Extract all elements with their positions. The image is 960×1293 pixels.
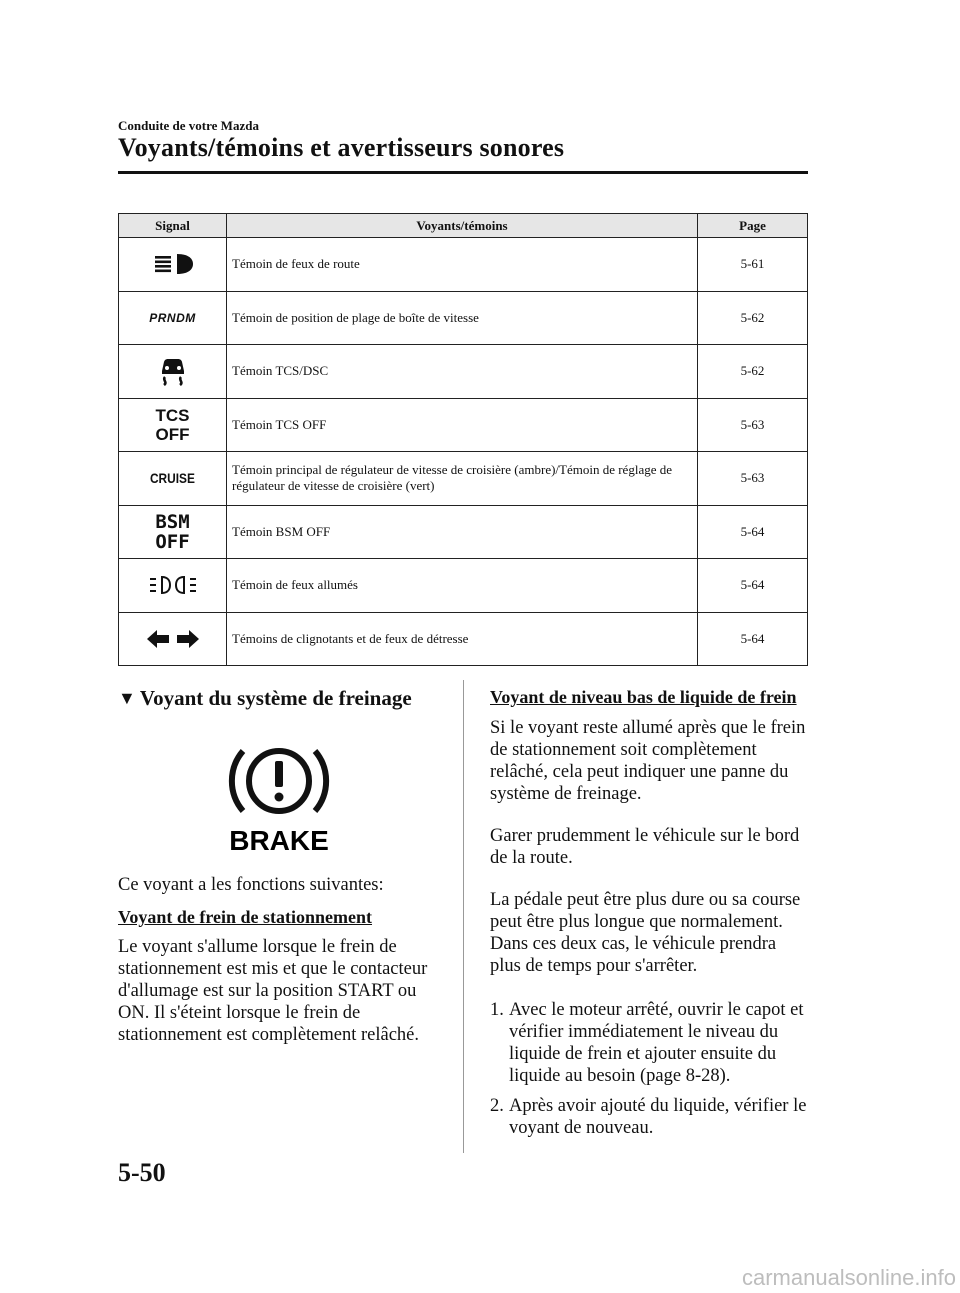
signal-cell xyxy=(119,559,227,613)
signal-cell xyxy=(119,238,227,292)
page-cell: 5-64 xyxy=(698,559,808,613)
page-title: Voyants/témoins et avertisseurs sonores xyxy=(118,133,565,162)
page-cell: 5-64 xyxy=(698,612,808,666)
page-cell: 5-63 xyxy=(698,398,808,452)
description-cell: Témoin de feux de route xyxy=(227,238,698,292)
bsm-off-icon: BSM OFF xyxy=(155,510,190,553)
list-item-number: 1. xyxy=(490,1000,504,1020)
signal-cell xyxy=(119,452,227,506)
signals-table xyxy=(118,213,808,666)
high-beam-icon xyxy=(151,251,195,277)
table-row xyxy=(119,291,808,345)
right-column xyxy=(490,686,810,1139)
description-cell: Témoin TCS OFF xyxy=(227,398,698,452)
cruise-icon: CRUISE xyxy=(150,469,195,486)
brake-fluid-paragraph-1: Si le voyant reste allumé après que le frein de stationnement soit complètement relâché, cela peut indiquer une panne du système de freinage. xyxy=(490,718,806,804)
lights-on-icon xyxy=(148,573,198,597)
column-divider xyxy=(463,680,464,1153)
signal-cell xyxy=(119,345,227,399)
description-cell: Témoin BSM OFF xyxy=(227,505,698,559)
brake-fluid-paragraph-2: Garer prudemment le véhicule sur le bord de la route. xyxy=(490,826,800,868)
tcs-dsc-icon xyxy=(156,354,190,388)
left-column xyxy=(118,686,440,1046)
brake-warning-icon xyxy=(223,737,335,860)
table-row xyxy=(119,398,808,452)
page-cell: 5-64 xyxy=(698,505,808,559)
brake-fluid-subheading: Voyant de niveau bas de liquide de frein xyxy=(490,687,797,707)
triangle-bullet-icon: ▼ xyxy=(118,688,136,708)
brake-symbol-icon xyxy=(223,737,335,855)
signal-cell xyxy=(119,505,227,559)
page-cell: 5-61 xyxy=(698,238,808,292)
table-row xyxy=(119,345,808,399)
breadcrumb: Conduite de votre Mazda xyxy=(118,118,259,133)
brake-fluid-paragraph-3: La pédale peut être plus dure ou sa course peut être plus longue que normalement. Dans ces deux cas, le véhicule prendra plus de temps pour s'arrêter. xyxy=(490,890,801,976)
signal-cell xyxy=(119,612,227,666)
list-item xyxy=(490,999,810,1087)
list-item-text: Après avoir ajouté du liquide, vérifier le voyant de nouveau. xyxy=(509,1096,807,1138)
list-item xyxy=(490,1095,810,1139)
table-header-row xyxy=(119,214,808,238)
page-number: 5-50 xyxy=(118,1158,166,1187)
table-row xyxy=(119,612,808,666)
table-row xyxy=(119,452,808,506)
signal-cell xyxy=(119,291,227,345)
list-item-number: 2. xyxy=(490,1096,504,1116)
parking-brake-paragraph: Le voyant s'allume lorsque le frein de stationnement est mis et que le contacteur d'allumage est sur la position START ou ON. Il s'éteint lorsque le frein de stationnement est complètement relâché. xyxy=(118,937,428,1045)
description-cell: Témoin principal de régulateur de vitesse de croisière (ambre)/Témoin de réglage de régulateur de vitesse de croisière (vert) xyxy=(227,452,698,506)
watermark: carmanualsonline.info xyxy=(741,1265,956,1290)
title-divider xyxy=(118,171,808,174)
intro-text: Ce voyant a les fonctions suivantes: xyxy=(118,875,384,895)
signal-cell xyxy=(119,398,227,452)
table-row xyxy=(119,505,808,559)
description-cell: Témoin TCS/DSC xyxy=(227,345,698,399)
column-header-indicators: Voyants/témoins xyxy=(227,214,698,238)
section-heading xyxy=(118,686,440,711)
turn-signal-icon xyxy=(145,628,201,650)
column-header-page: Page xyxy=(698,214,808,238)
table-row xyxy=(119,238,808,292)
column-header-signal: Signal xyxy=(119,214,227,238)
table-row xyxy=(119,559,808,613)
tcs-off-icon: TCS OFF xyxy=(155,405,190,444)
description-cell: Témoin de feux allumés xyxy=(227,559,698,613)
parking-brake-subheading: Voyant de frein de stationnement xyxy=(118,907,373,927)
gear-position-icon: PRNDM xyxy=(149,310,196,325)
description-cell: Témoins de clignotants et de feux de détresse xyxy=(227,612,698,666)
brake-icon-label: BRAKE xyxy=(229,825,329,855)
section-heading-text: Voyant du système de freinage xyxy=(139,686,412,710)
page-cell: 5-62 xyxy=(698,345,808,399)
page-cell: 5-63 xyxy=(698,452,808,506)
list-item-text: Avec le moteur arrêté, ouvrir le capot et vérifier immédiatement le niveau du liquide de frein et ajouter ensuite du liquide au besoin (page 8-28). xyxy=(509,1000,804,1086)
page-cell: 5-62 xyxy=(698,291,808,345)
description-cell: Témoin de position de plage de boîte de vitesse xyxy=(227,291,698,345)
